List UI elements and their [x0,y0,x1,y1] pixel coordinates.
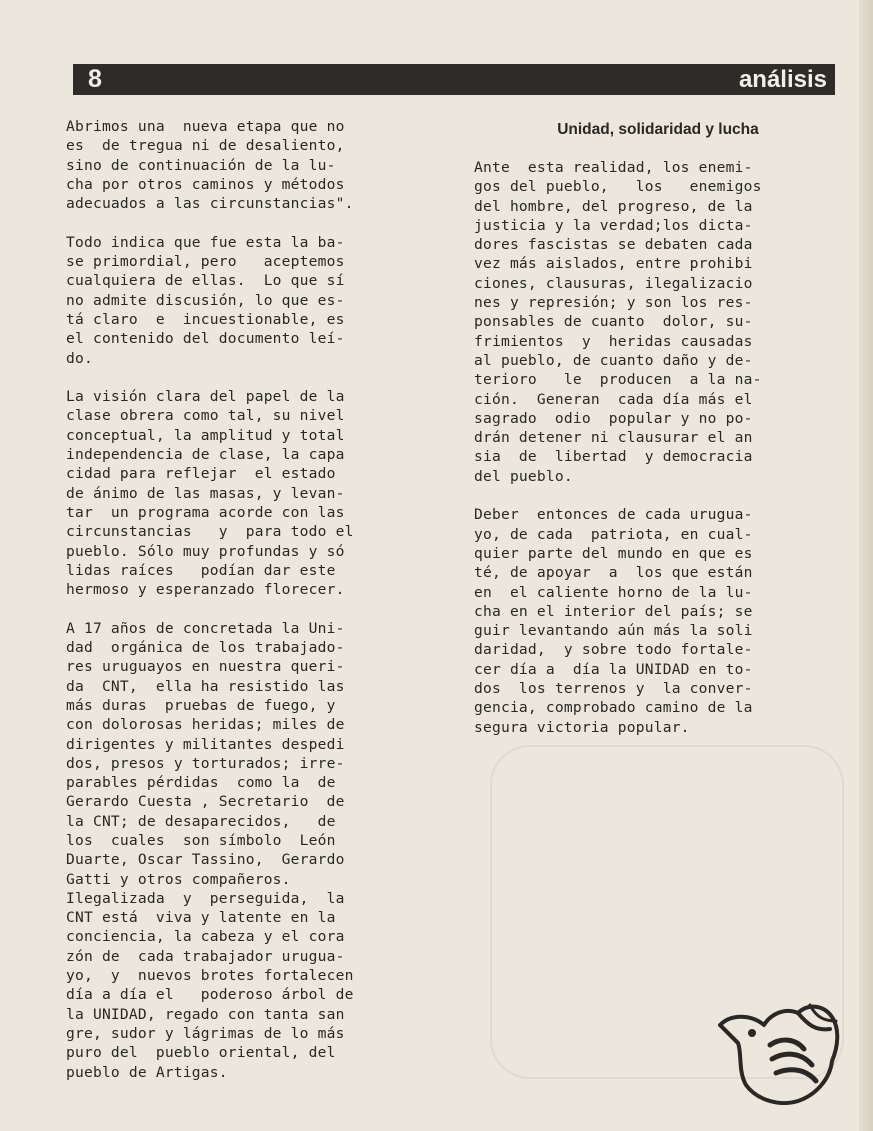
section-label: análisis [738,66,827,93]
text-line: sino de continuación de la lu- [66,156,336,174]
text-line: sagrado odio popular y no po- [474,409,753,427]
paragraph [66,387,434,599]
text-line: ciones, clausuras, ilegalizacio [474,274,753,292]
text-line: hermoso y esperanzado florecer. [66,581,345,599]
left-column [66,117,434,1101]
text-line: yo, y nuevos brotes fortalecen [66,967,354,985]
text-line: frimientos y heridas causadas [474,332,753,350]
dove-fist-logo-icon [712,995,842,1110]
text-line: res uruguayos en nuestra queri- [66,658,345,676]
text-line: dos los terrenos y la conver- [474,680,753,698]
text-line: conceptual, la amplitud y total [66,426,345,444]
text-line: Deber entonces de cada urugua- [474,506,753,524]
text-line: dos, presos y torturados; irre- [66,754,345,772]
subheading: Unidad, solidaridad y lucha [557,121,759,138]
text-line: del pueblo. [474,467,573,485]
text-line: ponsables de cuanto dolor, su- [474,313,753,331]
text-line: té, de apoyar a los que están [474,564,753,582]
text-line: es de tregua ni de desaliento, [66,137,345,155]
text-line: la UNIDAD, regado con tanta san [66,1005,345,1023]
text-line: terioro le producen a la na- [474,371,762,389]
text-line: zón de cada trabajador urugua- [66,947,345,965]
paragraph [66,619,434,889]
text-line: del hombre, del progreso, de la [474,197,753,215]
text-line: Duarte, Oscar Tassino, Gerardo [66,851,345,869]
text-line: drán detener ni clausurar el an [474,429,753,447]
right-column [474,158,842,756]
text-line: gencia, comprobado camino de la [474,699,753,717]
text-line: conciencia, la cabeza y el cora [66,928,345,946]
text-line: segura victoria popular. [474,718,690,736]
text-line: cualquiera de ellas. Lo que sí [66,272,345,290]
text-line: nes y represión; y son los res- [474,294,753,312]
text-line: dores fascistas se debaten cada [474,236,753,254]
text-line: el contenido del documento leí- [66,330,345,348]
text-line: vez más aislados, entre prohibi [474,255,753,273]
text-line: parables pérdidas como la de [66,774,336,792]
text-line: tar un programa acorde con las [66,503,345,521]
text-line: lidas raíces podían dar este [66,561,336,579]
text-line: puro del pueblo oriental, del [66,1044,336,1062]
paragraph [474,158,842,486]
text-line: Todo indica que fue esta la ba- [66,233,345,251]
text-line: clase obrera como tal, su nivel [66,407,345,425]
text-line: adecuados a las circunstancias". [66,195,354,213]
text-line: justicia y la verdad;los dicta- [474,216,753,234]
text-line: Ilegalizada y perseguida, la [66,889,345,907]
text-line: de ánimo de las masas, y levan- [66,484,345,502]
text-line: con dolorosas heridas; miles de [66,716,345,734]
text-line: cidad para reflejar el estado [66,465,336,483]
text-line: Gatti y otros compañeros. [66,870,291,888]
header-bar [73,64,835,95]
text-line: yo, de cada patriota, en cual- [474,525,753,543]
text-line: daridad, y sobre todo fortale- [474,641,753,659]
text-line: guir levantando aún más la soli [474,622,753,640]
text-line: do. [66,349,93,367]
text-line: circunstancias y para todo el [66,523,354,541]
text-line: gre, sudor y lágrimas de lo más [66,1024,345,1042]
text-line: día a día el poderoso árbol de [66,986,354,1004]
text-line: gos del pueblo, los enemigos [474,178,762,196]
text-line: independencia de clase, la capa [66,446,345,464]
text-line: da CNT, ella ha resistido las [66,677,345,695]
text-line: CNT está viva y latente en la [66,909,336,927]
paragraph [66,117,434,213]
page-number: 8 [88,65,102,93]
text-line: La visión clara del papel de la [66,388,345,406]
text-line: dirigentes y militantes despedi [66,735,345,753]
text-line: más duras pruebas de fuego, y [66,696,336,714]
text-line: pueblo. Sólo muy profundas y só [66,542,345,560]
text-line: cha en el interior del país; se [474,602,753,620]
text-line: se primordial, pero aceptemos [66,253,345,271]
text-line: dad orgánica de los trabajado- [66,639,345,657]
text-line: cer día a día la UNIDAD en to- [474,660,753,678]
text-line: tá claro e incuestionable, es [66,310,345,328]
paragraph [66,233,434,368]
paragraph [474,505,842,737]
paragraph [66,889,434,1082]
page-edge [859,0,873,1131]
text-line: quier parte del mundo en que es [474,544,753,562]
text-line: A 17 años de concretada la Uni- [66,619,345,637]
text-line: sia de libertad y democracia [474,448,753,466]
text-line: Ante esta realidad, los enemi- [474,159,753,176]
text-line: pueblo de Artigas. [66,1063,228,1081]
text-line: al pueblo, de cuanto daño y de- [474,351,753,369]
text-line: la CNT; de desaparecidos, de [66,812,336,830]
text-line: Abrimos una nueva etapa que no [66,118,345,135]
text-line: no admite discusión, lo que es- [66,291,345,309]
text-line: Gerardo Cuesta , Secretario de [66,793,345,811]
text-line: en el caliente horno de la lu- [474,583,753,601]
text-line: los cuales son símbolo León [66,831,336,849]
text-line: ción. Generan cada día más el [474,390,753,408]
text-line: cha por otros caminos y métodos [66,175,345,193]
